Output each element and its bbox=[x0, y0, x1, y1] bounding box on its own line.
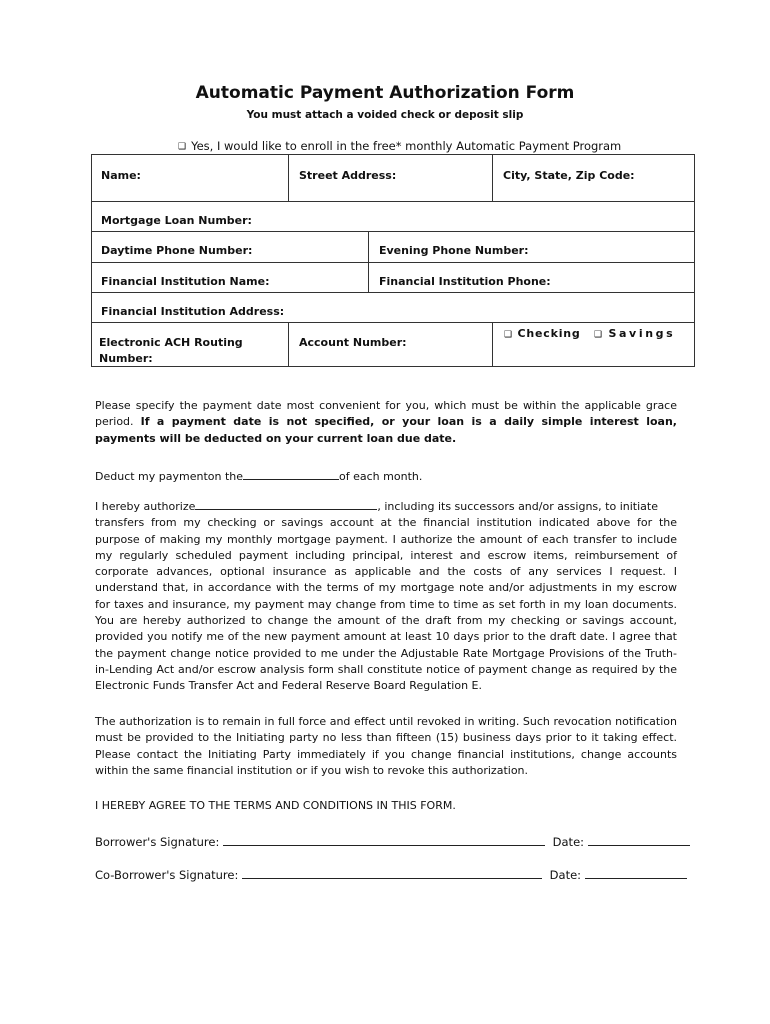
savings-label: Savings bbox=[608, 327, 676, 340]
mortgage-loan-number-field[interactable]: Mortgage Loan Number: bbox=[101, 214, 252, 227]
savings-checkbox-icon[interactable]: ❑ bbox=[594, 330, 603, 340]
form-subtitle: You must attach a voided check or deposit slip bbox=[246, 109, 524, 121]
ach-routing-label-line1[interactable]: Electronic ACH Routing bbox=[99, 336, 243, 349]
authorization-body: transfers from my checking or savings account at the financial institution indicated above for the purpose of making my monthly mortgage payment. I authorize the amount of each transfer to include my regularly scheduled payment including principal, interest and escrow items, reimbursement of corporate advances, optional insurance as applicable and the costs of any services I request. I understand that, in accordance with the terms of my mortgage note and/or adjustments in my escrow for taxes and insurance, my payment may change from time to time as set forth in my loan documents. You are hereby authorized to change the amount of the draft from my checking or savings account, provided you notify me of the new payment amount at least 10 days prior to the draft date. I agree that the payment change notice provided to me under the Adjustable Rate Mortgage Provisions of the Truth-in-Lending Act and/or escrow analysis form shall constitute notice of payment change as required by the Electronic Funds Transfer Act and Federal Reserve Board Regulation E. bbox=[95, 516, 677, 693]
co-borrower-signature-label: Co-Borrower's Signature: bbox=[95, 868, 239, 882]
deduct-line bbox=[95, 468, 422, 483]
enroll-option[interactable] bbox=[178, 139, 621, 153]
authorization-paragraph bbox=[95, 498, 677, 695]
daytime-phone-field[interactable]: Daytime Phone Number: bbox=[101, 244, 253, 257]
agreement-statement: I HEREBY AGREE TO THE TERMS AND CONDITIONS IN THIS FORM. bbox=[95, 799, 456, 812]
account-number-field[interactable]: Account Number: bbox=[299, 336, 407, 349]
enroll-label: Yes, I would like to enroll in the free* monthly Automatic Payment Program bbox=[191, 139, 622, 153]
enroll-checkbox-icon[interactable]: ❑ bbox=[178, 142, 187, 152]
name-field[interactable]: Name: bbox=[101, 169, 141, 182]
savings-option[interactable] bbox=[594, 327, 675, 340]
street-address-field[interactable]: Street Address: bbox=[299, 169, 397, 182]
revocation-paragraph: The authorization is to remain in full force and effect until revoked in writing. Such revocation notification must be provided to the Initiating party no less than fifteen (15) business days prior to it taking effect. Please contact the Initiating Party immediately if you change financial institutions, change accounts within the same financial institution or if you wish to revoke this authorization. bbox=[95, 715, 677, 777]
deduct-suffix: of each month. bbox=[339, 470, 423, 483]
borrower-signature-row bbox=[95, 833, 690, 849]
applicant-info-table bbox=[91, 154, 695, 367]
borrower-date-label: Date: bbox=[552, 835, 585, 849]
checking-checkbox-icon[interactable]: ❑ bbox=[504, 330, 513, 340]
borrower-signature-label: Borrower's Signature: bbox=[95, 835, 220, 849]
payment-day-blank[interactable] bbox=[243, 468, 339, 480]
checking-option[interactable] bbox=[504, 327, 581, 340]
co-borrower-date-line[interactable] bbox=[585, 866, 687, 879]
ach-routing-label-line2[interactable]: Number: bbox=[99, 352, 153, 365]
co-borrower-signature-line[interactable] bbox=[242, 866, 542, 879]
form-title: Automatic Payment Authorization Form bbox=[195, 83, 575, 103]
financial-institution-phone-field[interactable]: Financial Institution Phone: bbox=[379, 275, 551, 288]
checking-label: Checking bbox=[517, 327, 581, 340]
authorize-prefix: I hereby authorize bbox=[95, 500, 196, 513]
financial-institution-address-field[interactable]: Financial Institution Address: bbox=[101, 305, 285, 318]
authorized-party-blank[interactable] bbox=[195, 498, 377, 510]
authorize-suffix: , including its successors and/or assigns, to initiate bbox=[377, 500, 658, 513]
deduct-prefix: Deduct my paymenton the bbox=[95, 470, 244, 483]
payment-date-text: Please specify the payment date most convenient for you, which must be within the applicable grace period. bbox=[95, 399, 677, 429]
borrower-date-line[interactable] bbox=[588, 833, 690, 846]
borrower-signature-line[interactable] bbox=[223, 833, 545, 846]
co-borrower-date-label: Date: bbox=[549, 868, 582, 882]
payment-date-paragraph bbox=[95, 398, 677, 447]
financial-institution-name-field[interactable]: Financial Institution Name: bbox=[101, 275, 270, 288]
authorize-line bbox=[95, 498, 677, 515]
evening-phone-field[interactable]: Evening Phone Number: bbox=[379, 244, 529, 257]
city-state-zip-field[interactable]: City, State, Zip Code: bbox=[503, 169, 635, 182]
co-borrower-signature-row bbox=[95, 866, 687, 882]
payment-date-warning: If a payment date is not specified, or your loan is a daily simple interest loan, payments will be deducted on your current loan due date. bbox=[95, 415, 677, 445]
